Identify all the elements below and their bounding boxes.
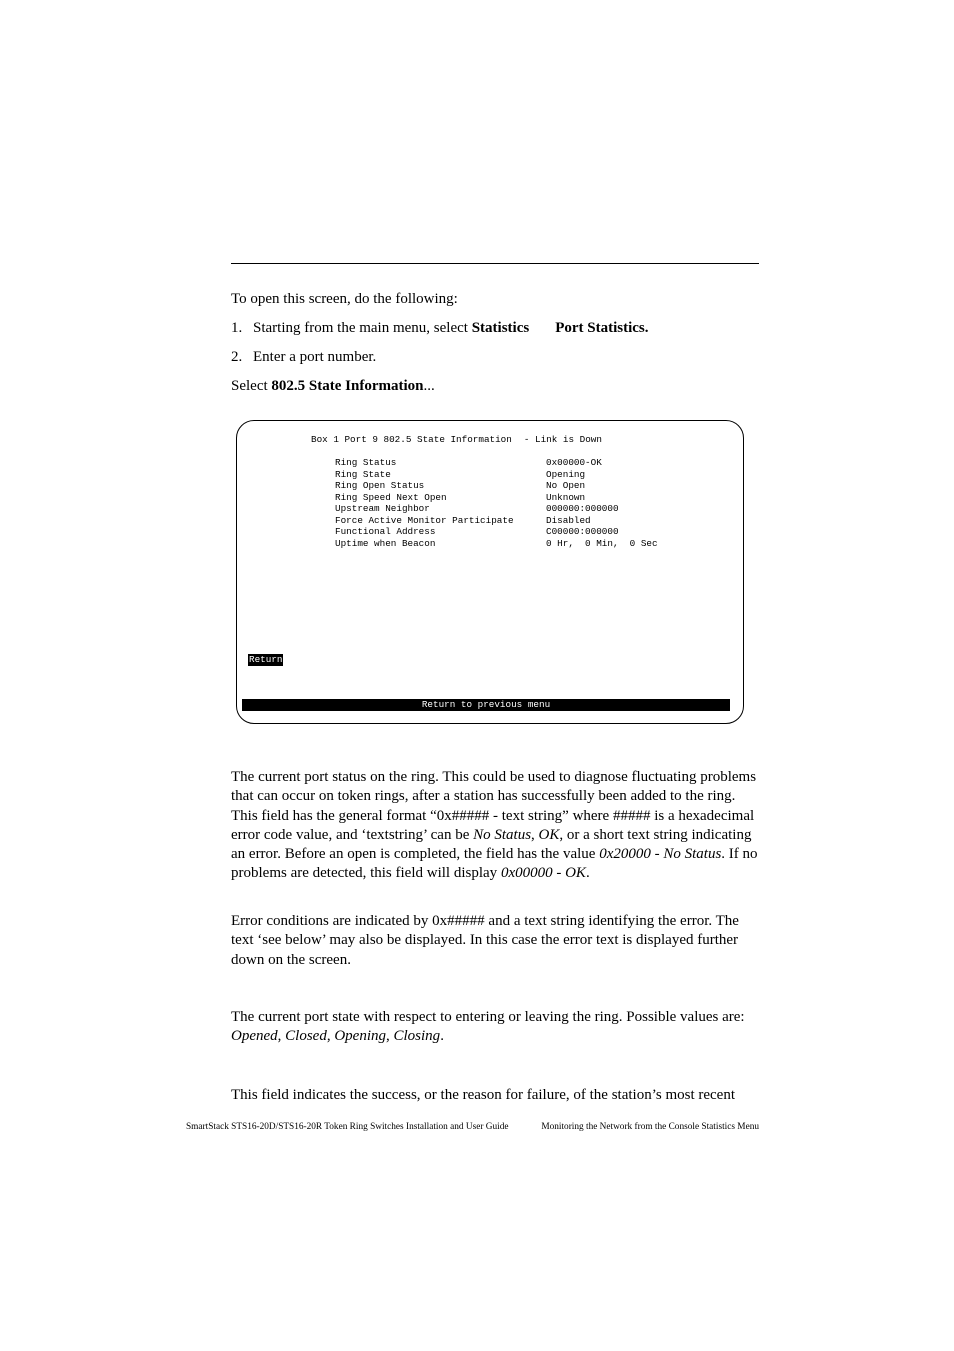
rst-sep: ,: [386, 1028, 394, 1045]
footer-left: SmartStack STS16-20D/STS16-20R Token Ring Switches Installation and User Guide: [186, 1122, 509, 1132]
row-value: No Open: [546, 480, 586, 491]
row-label: Upstream Neighbor: [335, 503, 430, 514]
rs-text-2: ,: [531, 826, 539, 843]
select-line: [231, 377, 759, 396]
rs-ok-value: 0x00000 - OK: [500, 865, 586, 882]
rs-text-3: , or a short text string indicating an error. Before an open is completed, the field has the value: [231, 826, 752, 863]
row-label: Ring State: [335, 468, 391, 480]
row-value: C00000:000000: [546, 526, 619, 537]
step-2-text: Enter a port number.: [253, 349, 377, 365]
return-button[interactable]: Return: [249, 654, 283, 665]
step-2-number: 2.: [231, 349, 243, 365]
link-status: - Link is Down: [523, 434, 602, 445]
step-1-number: 1.: [231, 320, 243, 336]
open-status-description: This field indicates the success, or the reason for failure, of the station’s most recent: [231, 1087, 736, 1103]
row-label: Functional Address: [335, 526, 436, 537]
console-title: [311, 434, 602, 446]
row-label: Uptime when Beacon: [335, 537, 436, 549]
rs-ok: OK: [538, 826, 560, 843]
error-description: Error conditions are indicated by 0x##### and a text string identifying the error. The text ‘see below’ may also be displayed. In this case the error text is displayed further down on the screen.: [231, 913, 739, 968]
console-screen: [236, 420, 744, 724]
ring-status-description: [231, 768, 759, 884]
row-value: 0 Hr, 0 Min, 0 Sec: [546, 537, 658, 549]
row-label: Ring Speed Next Open: [335, 491, 447, 503]
step-1-text: Starting from the main menu, select: [253, 320, 472, 336]
select-suffix: ...: [423, 378, 435, 394]
rst-opening: Opening: [334, 1028, 386, 1045]
rs-open-value: 0x20000 - No Status: [599, 846, 722, 863]
row-label: Ring Status: [335, 457, 397, 468]
step-1: [231, 319, 759, 338]
step-1-statistics: Statistics: [471, 320, 530, 336]
footer-right: Monitoring the Network from the Console Statistics Menu: [541, 1122, 759, 1132]
step-2: [231, 348, 759, 367]
row-value: Unknown: [546, 491, 586, 503]
rst-closed: Closed: [285, 1028, 327, 1045]
rst-text: The current port state with respect to entering or leaving the ring. Possible values are:: [231, 1009, 745, 1025]
select-state-information: 802.5 State Information: [271, 378, 424, 394]
rst-opened: Opened: [231, 1028, 278, 1045]
rs-text-4: . If no problems are detected, this field will display: [231, 846, 758, 882]
row-label: Ring Open Status: [335, 480, 425, 491]
row-value: Opening: [546, 468, 586, 480]
rs-text-1: The current port status on the ring. This could be used to diagnose fluctuating problems that can occur on token rings, after a station has successfully been added to the ring. This field has the general format “0x##### - text string” where ##### is a hexadecimal error code value, and ‘textstring’ can be: [231, 769, 757, 843]
header-rule: [231, 263, 759, 264]
select-prefix: Select: [231, 378, 272, 394]
rs-no-status: No Status: [473, 826, 532, 843]
row-value: 0x00000-OK: [546, 457, 602, 468]
row-label: Force Active Monitor Participate: [335, 514, 514, 526]
rst-end: .: [440, 1028, 444, 1045]
rst-sep: ,: [326, 1028, 335, 1045]
rst-closing: Closing: [393, 1028, 441, 1045]
console-status-bar: Return to previous menu: [242, 699, 730, 711]
step-1-port-statistics: Port Statistics.: [555, 320, 649, 336]
console-title-text: Box 1 Port 9 802.5 State Information: [311, 434, 512, 445]
intro-text: To open this screen, do the following:: [231, 291, 458, 307]
rs-text-5: .: [585, 865, 590, 882]
rst-sep: ,: [277, 1028, 286, 1045]
ring-state-description: [231, 1008, 759, 1047]
row-value: 000000:000000: [546, 503, 619, 514]
row-value: Disabled: [546, 514, 591, 526]
